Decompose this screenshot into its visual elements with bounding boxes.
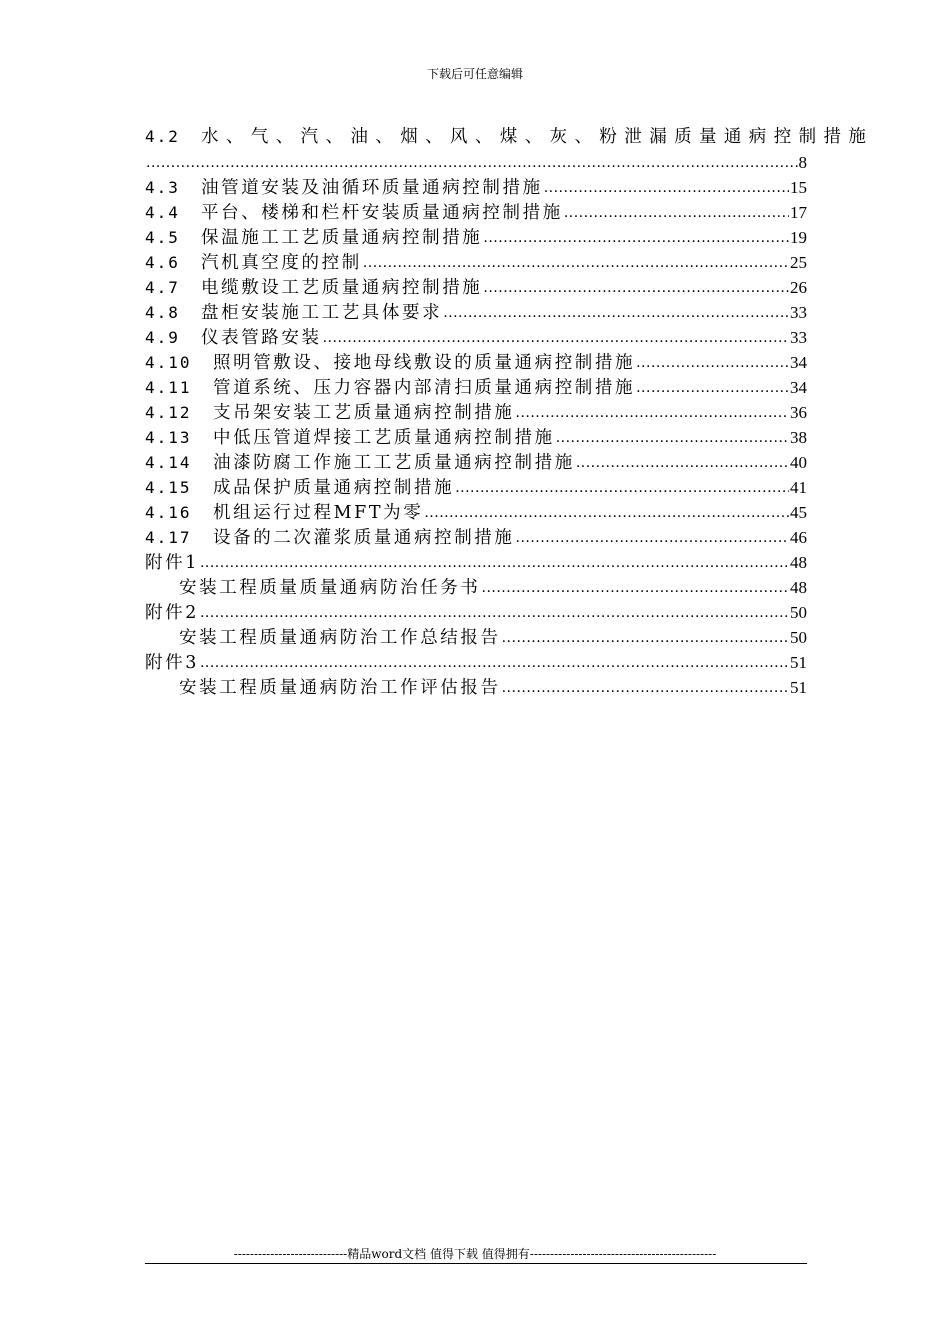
- toc-leader-dots: [636, 354, 789, 372]
- toc-entry-number: 4.5: [145, 228, 180, 247]
- toc-entry[interactable]: [145, 425, 807, 450]
- toc-leader-dots: [424, 504, 789, 522]
- toc-entries-list: [145, 175, 807, 550]
- toc-entry-number: 4.17: [145, 528, 192, 547]
- toc-entry-page: 8: [798, 153, 807, 172]
- toc-entry-page: 15: [790, 178, 807, 197]
- toc-entry-number: 4.4: [145, 203, 180, 222]
- toc-entry-number: 4.7: [145, 278, 180, 297]
- toc-entry-title: 照明管敷设、接地母线敷设的质量通病控制措施: [213, 353, 636, 373]
- footer-divider: [145, 1263, 807, 1264]
- toc-entry[interactable]: [145, 525, 807, 550]
- toc-appendix-subentry[interactable]: [145, 625, 807, 650]
- toc-appendix-entry[interactable]: [145, 600, 807, 625]
- toc-entry-number: 4.11: [145, 378, 192, 397]
- toc-entry-page: 17: [790, 203, 807, 222]
- toc-entry-page: 25: [790, 253, 807, 272]
- toc-entry-title: 水、气、汽、油、烟、风、煤、灰、粉泄漏质量通病控制措施: [201, 127, 874, 147]
- toc-entry-page: 33: [790, 303, 807, 322]
- toc-entry[interactable]: [145, 325, 807, 350]
- toc-entry[interactable]: [145, 200, 807, 225]
- toc-entry-number: 4.16: [145, 503, 192, 522]
- toc-appendix-entry[interactable]: [145, 550, 807, 575]
- toc-entry-page: 48: [790, 578, 807, 597]
- toc-entry-page: 46: [790, 528, 807, 547]
- toc-entry[interactable]: [145, 500, 807, 525]
- toc-entry-title: 汽机真空度的控制: [201, 253, 362, 273]
- toc-leader-dots: [323, 329, 789, 347]
- toc-entry-title: 仪表管路安装: [201, 328, 322, 348]
- toc-appendix-subentry[interactable]: [145, 675, 807, 700]
- toc-entry-title: 机组运行过程MFT为零: [213, 503, 424, 523]
- toc-entry-page: 40: [790, 453, 807, 472]
- toc-entry[interactable]: [145, 175, 807, 200]
- toc-entry-title: 中低压管道焊接工艺质量通病控制措施: [213, 428, 555, 448]
- toc-entry-title: 保温施工工艺质量通病控制措施: [201, 228, 483, 248]
- toc-entry-title: 平台、楼梯和栏杆安装质量通病控制措施: [201, 203, 563, 223]
- toc-entry-title: 油漆防腐工作施工工艺质量通病控制措施: [213, 453, 575, 473]
- toc-entry-title: 电缆敷设工艺质量通病控制措施: [201, 278, 483, 298]
- toc-appendix-title: 附件2: [145, 603, 199, 623]
- toc-entry-page: 51: [790, 678, 807, 697]
- toc-leader-dots: [636, 379, 789, 397]
- toc-entry-page: 19: [790, 228, 807, 247]
- toc-entry-number: 4.13: [145, 428, 192, 447]
- toc-leader-dots: [363, 254, 789, 272]
- toc-entry[interactable]: [145, 225, 807, 250]
- toc-appendix-subentry[interactable]: [145, 575, 807, 600]
- toc-leader-dots: [483, 279, 789, 297]
- toc-leader-dots: [200, 654, 789, 672]
- toc-entry-page: 26: [790, 278, 807, 297]
- toc-entry-number: 4.6: [145, 253, 180, 272]
- toc-entry-4-2-leader-line[interactable]: [145, 150, 807, 175]
- toc-entry[interactable]: [145, 275, 807, 300]
- toc-appendices-list: [145, 550, 807, 700]
- toc-leader-dots: [200, 554, 789, 572]
- toc-entry[interactable]: [145, 300, 807, 325]
- toc-entry-title: 支吊架安装工艺质量通病控制措施: [213, 403, 515, 423]
- toc-entry[interactable]: [145, 250, 807, 275]
- toc-entry-number: 4.14: [145, 453, 192, 472]
- toc-entry-page: 48: [790, 553, 807, 572]
- toc-entry-title: 成品保护质量通病控制措施: [213, 478, 455, 498]
- toc-appendix-title: 附件3: [145, 653, 199, 673]
- table-of-contents: [145, 124, 874, 700]
- toc-leader-dots: [455, 479, 789, 497]
- toc-entry[interactable]: [145, 475, 807, 500]
- toc-leader-dots: [502, 629, 789, 647]
- toc-leader-dots: [576, 454, 789, 472]
- toc-leader-dots: [482, 579, 790, 597]
- toc-leader-dots: [200, 604, 789, 622]
- toc-entry-number: 4.2: [145, 127, 180, 146]
- toc-entry-title: 盘柜安装施工工艺具体要求: [201, 303, 443, 323]
- toc-entry-page: 51: [790, 653, 807, 672]
- toc-entry-number: 4.12: [145, 403, 192, 422]
- toc-appendix-subtitle: 安装工程质量质量通病防治任务书: [179, 578, 481, 598]
- toc-entry[interactable]: [145, 375, 807, 400]
- toc-entry-number: 4.8: [145, 303, 180, 322]
- toc-entry-number: 4.9: [145, 328, 180, 347]
- toc-appendix-subtitle: 安装工程质量通病防治工作评估报告: [179, 678, 501, 698]
- toc-entry[interactable]: [145, 450, 807, 475]
- toc-leader-dots: [516, 529, 790, 547]
- toc-leader-dots: [516, 404, 790, 422]
- toc-entry-title: 管道系统、压力容器内部清扫质量通病控制措施: [213, 378, 636, 398]
- toc-entry-number: 4.15: [145, 478, 192, 497]
- toc-entry-number: 4.10: [145, 353, 192, 372]
- toc-entry-page: 50: [790, 628, 807, 647]
- toc-entry[interactable]: [145, 400, 807, 425]
- toc-entry-page: 33: [790, 328, 807, 347]
- page-footer-note: ----------------------------精品word文档 值得下载 值得拥有----------------------------------------------: [233, 1247, 717, 1261]
- toc-leader-dots: [483, 229, 789, 247]
- toc-entry-page: 38: [790, 428, 807, 447]
- toc-entry-4-2-title-line[interactable]: [145, 124, 874, 150]
- page-header-note: 下载后可任意编辑: [426, 67, 523, 81]
- toc-entry-page: 34: [790, 378, 807, 397]
- toc-leader-dots: [544, 179, 789, 197]
- toc-entry-title: 油管道安装及油循环质量通病控制措施: [201, 178, 543, 198]
- toc-entry[interactable]: [145, 350, 807, 375]
- toc-leader-dots: [556, 429, 789, 447]
- toc-appendix-subtitle: 安装工程质量通病防治工作总结报告: [179, 628, 501, 648]
- toc-entry-page: 45: [790, 503, 807, 522]
- toc-entry-page: 50: [790, 603, 807, 622]
- toc-leader-dots: [443, 304, 789, 322]
- toc-leader-dots: [564, 204, 789, 222]
- toc-appendix-entry[interactable]: [145, 650, 807, 675]
- toc-leader-dots: [502, 679, 789, 697]
- toc-entry-title: 设备的二次灌浆质量通病控制措施: [213, 528, 515, 548]
- toc-leader-dots: [146, 154, 798, 172]
- toc-entry-page: 41: [790, 478, 807, 497]
- toc-entry-page: 36: [790, 403, 807, 422]
- toc-entry-page: 34: [790, 353, 807, 372]
- toc-appendix-title: 附件1: [145, 553, 199, 573]
- toc-entry-number: 4.3: [145, 178, 180, 197]
